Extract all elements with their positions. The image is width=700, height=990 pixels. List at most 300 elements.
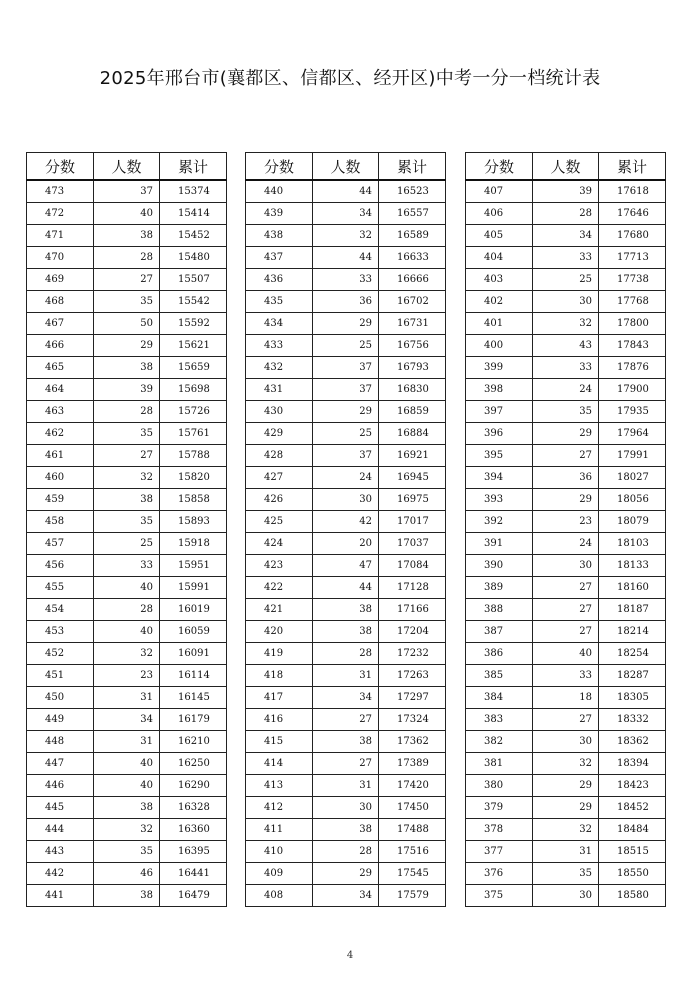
count-cell: 40 <box>94 577 160 599</box>
count-cell: 28 <box>313 643 379 665</box>
score-cell: 444 <box>27 819 94 841</box>
count-cell: 29 <box>533 423 599 445</box>
score-cell: 375 <box>466 885 533 907</box>
table-row <box>246 797 446 819</box>
table-row <box>27 687 227 709</box>
cumulative-cell: 16019 <box>160 599 227 621</box>
count-cell: 40 <box>94 203 160 225</box>
header-count: 人数 <box>313 153 379 181</box>
count-cell: 38 <box>313 819 379 841</box>
table-row <box>466 379 666 401</box>
table-row <box>27 753 227 775</box>
cumulative-cell: 18160 <box>599 577 666 599</box>
score-cell: 436 <box>246 269 313 291</box>
count-cell: 30 <box>533 885 599 907</box>
cumulative-cell: 15480 <box>160 247 227 269</box>
cumulative-cell: 16328 <box>160 797 227 819</box>
table-row <box>27 467 227 489</box>
score-cell: 426 <box>246 489 313 511</box>
table-body <box>27 180 227 907</box>
count-cell: 29 <box>94 335 160 357</box>
table-row <box>246 180 446 203</box>
cumulative-cell: 17900 <box>599 379 666 401</box>
score-cell: 469 <box>27 269 94 291</box>
cumulative-cell: 18056 <box>599 489 666 511</box>
table-row <box>246 621 446 643</box>
count-cell: 40 <box>94 621 160 643</box>
count-cell: 31 <box>94 687 160 709</box>
cumulative-cell: 17843 <box>599 335 666 357</box>
count-cell: 31 <box>94 731 160 753</box>
score-cell: 460 <box>27 467 94 489</box>
score-cell: 438 <box>246 225 313 247</box>
score-cell: 427 <box>246 467 313 489</box>
page-title: 2025年邢台市(襄都区、信都区、经开区)中考一分一档统计表 <box>99 68 601 89</box>
table-row <box>246 489 446 511</box>
score-cell: 380 <box>466 775 533 797</box>
count-cell: 30 <box>533 291 599 313</box>
header-score: 分数 <box>466 153 533 181</box>
count-cell: 30 <box>313 797 379 819</box>
score-cell: 447 <box>27 753 94 775</box>
cumulative-cell: 15918 <box>160 533 227 555</box>
cumulative-cell: 18362 <box>599 731 666 753</box>
cumulative-cell: 16859 <box>379 401 446 423</box>
score-cell: 429 <box>246 423 313 445</box>
cumulative-cell: 18103 <box>599 533 666 555</box>
table-row <box>246 819 446 841</box>
count-cell: 27 <box>94 445 160 467</box>
table-header-row <box>466 153 666 181</box>
cumulative-cell: 17991 <box>599 445 666 467</box>
count-cell: 38 <box>313 621 379 643</box>
cumulative-cell: 18332 <box>599 709 666 731</box>
table-row <box>27 489 227 511</box>
table-row <box>466 423 666 445</box>
table-row <box>246 247 446 269</box>
count-cell: 38 <box>313 599 379 621</box>
count-cell: 28 <box>94 401 160 423</box>
cumulative-cell: 17488 <box>379 819 446 841</box>
count-cell: 44 <box>313 180 379 203</box>
count-cell: 35 <box>533 401 599 423</box>
score-cell: 413 <box>246 775 313 797</box>
score-cell: 455 <box>27 577 94 599</box>
count-cell: 35 <box>94 423 160 445</box>
cumulative-cell: 15659 <box>160 357 227 379</box>
table-row <box>27 335 227 357</box>
cumulative-cell: 17545 <box>379 863 446 885</box>
cumulative-cell: 16250 <box>160 753 227 775</box>
count-cell: 35 <box>533 863 599 885</box>
count-cell: 38 <box>94 797 160 819</box>
table-row <box>466 269 666 291</box>
score-table-2 <box>245 152 446 907</box>
count-cell: 27 <box>533 621 599 643</box>
cumulative-cell: 15951 <box>160 555 227 577</box>
score-cell: 428 <box>246 445 313 467</box>
count-cell: 34 <box>313 885 379 907</box>
table-row <box>466 555 666 577</box>
count-cell: 37 <box>313 379 379 401</box>
table-row <box>246 753 446 775</box>
count-cell: 46 <box>94 863 160 885</box>
score-cell: 439 <box>246 203 313 225</box>
table-header-row <box>246 153 446 181</box>
cumulative-cell: 16210 <box>160 731 227 753</box>
score-cell: 398 <box>466 379 533 401</box>
score-cell: 391 <box>466 533 533 555</box>
header-count: 人数 <box>533 153 599 181</box>
score-cell: 443 <box>27 841 94 863</box>
count-cell: 39 <box>533 180 599 203</box>
cumulative-cell: 16921 <box>379 445 446 467</box>
score-cell: 456 <box>27 555 94 577</box>
cumulative-cell: 18452 <box>599 797 666 819</box>
table-row <box>27 841 227 863</box>
table-row <box>246 423 446 445</box>
cumulative-cell: 16793 <box>379 357 446 379</box>
cumulative-cell: 15507 <box>160 269 227 291</box>
score-cell: 393 <box>466 489 533 511</box>
count-cell: 29 <box>533 797 599 819</box>
table-row <box>27 577 227 599</box>
count-cell: 35 <box>94 841 160 863</box>
count-cell: 25 <box>94 533 160 555</box>
score-cell: 411 <box>246 819 313 841</box>
table-row <box>246 203 446 225</box>
score-cell: 452 <box>27 643 94 665</box>
score-cell: 415 <box>246 731 313 753</box>
score-cell: 405 <box>466 225 533 247</box>
table-row <box>27 269 227 291</box>
cumulative-cell: 18515 <box>599 841 666 863</box>
count-cell: 34 <box>313 203 379 225</box>
score-cell: 451 <box>27 665 94 687</box>
count-cell: 38 <box>94 225 160 247</box>
table-row <box>246 577 446 599</box>
cumulative-cell: 18305 <box>599 687 666 709</box>
table-row <box>246 841 446 863</box>
count-cell: 36 <box>313 291 379 313</box>
cumulative-cell: 16756 <box>379 335 446 357</box>
cumulative-cell: 17297 <box>379 687 446 709</box>
count-cell: 33 <box>533 665 599 687</box>
table-body <box>246 180 446 907</box>
table-row <box>466 313 666 335</box>
table-row <box>466 797 666 819</box>
count-cell: 18 <box>533 687 599 709</box>
count-cell: 29 <box>533 775 599 797</box>
cumulative-cell: 18394 <box>599 753 666 775</box>
cumulative-cell: 17037 <box>379 533 446 555</box>
score-cell: 433 <box>246 335 313 357</box>
cumulative-cell: 16179 <box>160 709 227 731</box>
cumulative-cell: 16114 <box>160 665 227 687</box>
score-cell: 442 <box>27 863 94 885</box>
score-cell: 422 <box>246 577 313 599</box>
count-cell: 31 <box>313 775 379 797</box>
count-cell: 25 <box>313 335 379 357</box>
cumulative-cell: 17618 <box>599 180 666 203</box>
count-cell: 32 <box>94 643 160 665</box>
score-cell: 421 <box>246 599 313 621</box>
table-row <box>27 885 227 907</box>
cumulative-cell: 16360 <box>160 819 227 841</box>
score-cell: 440 <box>246 180 313 203</box>
score-cell: 454 <box>27 599 94 621</box>
table-row <box>466 665 666 687</box>
table-row <box>27 819 227 841</box>
cumulative-cell: 17738 <box>599 269 666 291</box>
count-cell: 34 <box>313 687 379 709</box>
table-row <box>27 775 227 797</box>
table-row <box>27 533 227 555</box>
count-cell: 25 <box>313 423 379 445</box>
cumulative-cell: 17800 <box>599 313 666 335</box>
cumulative-cell: 17084 <box>379 555 446 577</box>
count-cell: 39 <box>94 379 160 401</box>
count-cell: 27 <box>94 269 160 291</box>
table-row <box>246 533 446 555</box>
cumulative-cell: 15698 <box>160 379 227 401</box>
table-row <box>466 203 666 225</box>
table-row <box>246 599 446 621</box>
table-row <box>466 335 666 357</box>
cumulative-cell: 16830 <box>379 379 446 401</box>
count-cell: 40 <box>94 775 160 797</box>
count-cell: 30 <box>533 731 599 753</box>
score-cell: 457 <box>27 533 94 555</box>
cumulative-cell: 18027 <box>599 467 666 489</box>
table-row <box>466 247 666 269</box>
count-cell: 33 <box>533 357 599 379</box>
score-cell: 448 <box>27 731 94 753</box>
score-cell: 387 <box>466 621 533 643</box>
table-row <box>466 841 666 863</box>
table-row <box>466 819 666 841</box>
cumulative-cell: 16523 <box>379 180 446 203</box>
cumulative-cell: 16290 <box>160 775 227 797</box>
cumulative-cell: 17768 <box>599 291 666 313</box>
table-row <box>466 599 666 621</box>
count-cell: 38 <box>94 885 160 907</box>
table-header-row <box>27 153 227 181</box>
score-cell: 406 <box>466 203 533 225</box>
score-cell: 389 <box>466 577 533 599</box>
score-cell: 434 <box>246 313 313 335</box>
count-cell: 32 <box>313 225 379 247</box>
score-cell: 397 <box>466 401 533 423</box>
table-row <box>27 423 227 445</box>
score-cell: 430 <box>246 401 313 423</box>
count-cell: 24 <box>313 467 379 489</box>
table-row <box>246 511 446 533</box>
count-cell: 24 <box>533 533 599 555</box>
table-row <box>246 357 446 379</box>
cumulative-cell: 17516 <box>379 841 446 863</box>
score-cell: 381 <box>466 753 533 775</box>
count-cell: 47 <box>313 555 379 577</box>
score-cell: 399 <box>466 357 533 379</box>
score-cell: 441 <box>27 885 94 907</box>
cumulative-cell: 16395 <box>160 841 227 863</box>
cumulative-cell: 17935 <box>599 401 666 423</box>
score-table-3 <box>465 152 666 907</box>
score-cell: 392 <box>466 511 533 533</box>
score-cell: 404 <box>466 247 533 269</box>
score-cell: 383 <box>466 709 533 731</box>
score-cell: 437 <box>246 247 313 269</box>
score-cell: 468 <box>27 291 94 313</box>
score-cell: 472 <box>27 203 94 225</box>
score-cell: 458 <box>27 511 94 533</box>
score-cell: 420 <box>246 621 313 643</box>
score-cell: 423 <box>246 555 313 577</box>
cumulative-cell: 17263 <box>379 665 446 687</box>
table-row <box>27 203 227 225</box>
count-cell: 27 <box>533 577 599 599</box>
cumulative-cell: 15893 <box>160 511 227 533</box>
cumulative-cell: 16633 <box>379 247 446 269</box>
score-cell: 417 <box>246 687 313 709</box>
cumulative-cell: 15452 <box>160 225 227 247</box>
count-cell: 35 <box>94 511 160 533</box>
table-row <box>466 775 666 797</box>
count-cell: 28 <box>533 203 599 225</box>
score-cell: 379 <box>466 797 533 819</box>
score-cell: 446 <box>27 775 94 797</box>
count-cell: 40 <box>94 753 160 775</box>
cumulative-cell: 17166 <box>379 599 446 621</box>
table-row <box>27 643 227 665</box>
cumulative-cell: 17964 <box>599 423 666 445</box>
count-cell: 37 <box>94 180 160 203</box>
table-row <box>27 797 227 819</box>
cumulative-cell: 18187 <box>599 599 666 621</box>
score-cell: 408 <box>246 885 313 907</box>
table-row <box>27 511 227 533</box>
score-cell: 424 <box>246 533 313 555</box>
cumulative-cell: 18484 <box>599 819 666 841</box>
count-cell: 32 <box>94 467 160 489</box>
cumulative-cell: 15761 <box>160 423 227 445</box>
table-row <box>466 225 666 247</box>
table-row <box>466 885 666 907</box>
cumulative-cell: 18287 <box>599 665 666 687</box>
cumulative-cell: 15991 <box>160 577 227 599</box>
cumulative-cell: 17646 <box>599 203 666 225</box>
count-cell: 29 <box>313 313 379 335</box>
score-cell: 459 <box>27 489 94 511</box>
score-cell: 403 <box>466 269 533 291</box>
score-cell: 419 <box>246 643 313 665</box>
score-cell: 410 <box>246 841 313 863</box>
score-cell: 450 <box>27 687 94 709</box>
cumulative-cell: 18133 <box>599 555 666 577</box>
table-body <box>466 180 666 907</box>
cumulative-cell: 15542 <box>160 291 227 313</box>
table-row <box>246 687 446 709</box>
cumulative-cell: 17579 <box>379 885 446 907</box>
count-cell: 25 <box>533 269 599 291</box>
table-row <box>246 401 446 423</box>
count-cell: 32 <box>533 819 599 841</box>
cumulative-cell: 17420 <box>379 775 446 797</box>
count-cell: 44 <box>313 577 379 599</box>
table-row <box>466 577 666 599</box>
count-cell: 32 <box>533 313 599 335</box>
cumulative-cell: 17362 <box>379 731 446 753</box>
count-cell: 28 <box>313 841 379 863</box>
cumulative-cell: 17876 <box>599 357 666 379</box>
score-table-1 <box>26 152 227 907</box>
header-cumulative: 累计 <box>379 153 446 181</box>
count-cell: 27 <box>313 753 379 775</box>
table-row <box>27 247 227 269</box>
score-cell: 470 <box>27 247 94 269</box>
count-cell: 34 <box>94 709 160 731</box>
count-cell: 28 <box>94 247 160 269</box>
cumulative-cell: 18550 <box>599 863 666 885</box>
count-cell: 40 <box>533 643 599 665</box>
count-cell: 30 <box>313 489 379 511</box>
table-row <box>27 313 227 335</box>
score-cell: 407 <box>466 180 533 203</box>
score-cell: 396 <box>466 423 533 445</box>
header-score: 分数 <box>246 153 313 181</box>
score-cell: 384 <box>466 687 533 709</box>
score-cell: 465 <box>27 357 94 379</box>
count-cell: 33 <box>94 555 160 577</box>
table-row <box>466 687 666 709</box>
header-cumulative: 累计 <box>599 153 666 181</box>
count-cell: 50 <box>94 313 160 335</box>
count-cell: 27 <box>533 445 599 467</box>
table-row <box>27 291 227 313</box>
table-row <box>246 731 446 753</box>
cumulative-cell: 15726 <box>160 401 227 423</box>
count-cell: 36 <box>533 467 599 489</box>
table-row <box>27 709 227 731</box>
score-cell: 463 <box>27 401 94 423</box>
score-cell: 462 <box>27 423 94 445</box>
cumulative-cell: 17324 <box>379 709 446 731</box>
count-cell: 29 <box>313 863 379 885</box>
cumulative-cell: 16091 <box>160 643 227 665</box>
count-cell: 29 <box>313 401 379 423</box>
cumulative-cell: 15374 <box>160 180 227 203</box>
cumulative-cell: 17713 <box>599 247 666 269</box>
header-count: 人数 <box>94 153 160 181</box>
count-cell: 20 <box>313 533 379 555</box>
header-score: 分数 <box>27 153 94 181</box>
count-cell: 44 <box>313 247 379 269</box>
count-cell: 37 <box>313 357 379 379</box>
cumulative-cell: 17128 <box>379 577 446 599</box>
cumulative-cell: 16145 <box>160 687 227 709</box>
count-cell: 27 <box>313 709 379 731</box>
count-cell: 27 <box>533 709 599 731</box>
cumulative-cell: 17232 <box>379 643 446 665</box>
table-row <box>27 731 227 753</box>
score-cell: 473 <box>27 180 94 203</box>
score-cell: 467 <box>27 313 94 335</box>
count-cell: 31 <box>313 665 379 687</box>
table-row <box>466 511 666 533</box>
count-cell: 23 <box>533 511 599 533</box>
score-cell: 395 <box>466 445 533 467</box>
